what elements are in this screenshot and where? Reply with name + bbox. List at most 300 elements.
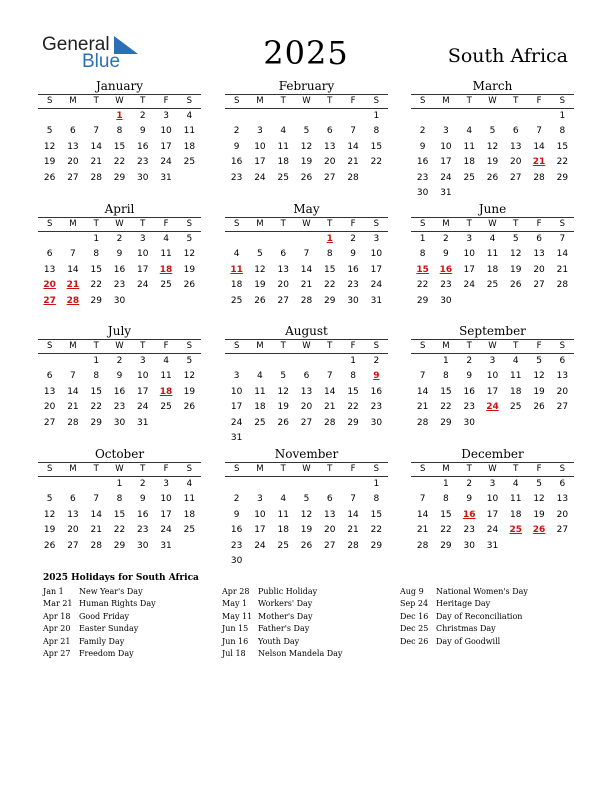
holiday-entry [400, 586, 528, 598]
weekday-label: S [559, 341, 566, 351]
day-cell: 9 [233, 141, 240, 152]
empty-day-cell [225, 354, 248, 369]
holiday-day-cell: 25 [509, 525, 523, 536]
day-cell: 1 [419, 234, 426, 244]
day-cell: 18 [254, 402, 266, 413]
holiday-day-cell: 27 [43, 295, 56, 306]
day-cell: 2 [116, 356, 123, 366]
day-cell: 5 [186, 356, 193, 366]
day-cell: 1 [443, 479, 449, 489]
day-cell: 17 [440, 157, 452, 168]
day-cell: 11 [486, 249, 499, 260]
day-cell: 27 [324, 172, 336, 183]
empty-day-cell [225, 109, 248, 124]
day-cell: 15 [556, 141, 569, 152]
day-cell: 6 [512, 126, 519, 137]
day-cell: 14 [90, 141, 102, 152]
holiday-name: Day of Goodwill [436, 636, 501, 646]
day-cell: 25 [277, 540, 289, 551]
day-cell: 12 [43, 141, 56, 152]
day-cell: 17 [254, 525, 266, 536]
day-cell: 23 [113, 402, 126, 413]
day-cell: 5 [303, 126, 310, 137]
day-cell: 19 [277, 402, 289, 413]
day-cell: 21 [347, 157, 359, 168]
day-cell: 15 [347, 386, 359, 397]
day-cell: 23 [463, 402, 475, 413]
day-cell: 15 [113, 509, 126, 520]
day-cell: 25 [230, 295, 243, 306]
day-cell: 19 [486, 157, 499, 168]
day-cell: 11 [510, 494, 522, 505]
day-cell: 8 [443, 494, 449, 505]
weekday-label: S [186, 464, 193, 474]
day-cell: 8 [116, 126, 123, 137]
day-cell: 4 [257, 371, 263, 382]
day-cell: 13 [67, 141, 79, 152]
day-cell: 14 [533, 141, 545, 152]
empty-day-cell [411, 477, 434, 492]
day-cell: 11 [254, 386, 266, 397]
day-cell: 1 [93, 234, 100, 244]
weekday-label: T [466, 219, 472, 229]
day-cell: 17 [160, 509, 172, 520]
day-cell: 2 [233, 126, 240, 137]
holiday-date: Jun 15 [222, 624, 249, 634]
day-cell: 16 [230, 157, 243, 168]
weekday-label: M [69, 341, 77, 351]
day-cell: 16 [370, 386, 383, 397]
day-cell: 6 [303, 371, 310, 382]
weekday-label: M [69, 464, 77, 474]
day-cell: 21 [90, 157, 102, 168]
empty-day-cell [318, 109, 341, 124]
weekday-label: F [163, 96, 169, 106]
empty-day-cell [248, 232, 271, 247]
empty-day-cell [61, 354, 84, 369]
day-cell: 7 [303, 249, 310, 260]
day-cell: 1 [443, 356, 449, 366]
day-cell: 19 [183, 386, 196, 397]
empty-day-cell [225, 477, 248, 492]
weekday-label: S [186, 219, 193, 229]
day-cell: 28 [300, 295, 313, 306]
day-cell: 19 [43, 525, 56, 536]
day-cell: 17 [137, 386, 149, 397]
day-cell: 22 [440, 525, 452, 536]
empty-day-cell [38, 232, 61, 247]
weekday-label: T [140, 96, 146, 106]
weekday-label: W [302, 341, 311, 351]
day-cell: 31 [160, 172, 172, 183]
day-cell: 3 [139, 356, 146, 366]
holiday-name: New Year's Day [79, 587, 143, 596]
weekday-label: T [327, 341, 333, 351]
holiday-entry [222, 623, 342, 635]
weekday-label: M [442, 219, 450, 229]
day-cell: 6 [559, 479, 566, 489]
day-cell: 3 [257, 126, 263, 137]
day-cell: 27 [510, 172, 522, 183]
day-cell: 25 [277, 172, 289, 183]
day-cell: 4 [163, 234, 169, 244]
day-cell: 2 [419, 126, 426, 137]
day-cell: 2 [233, 494, 240, 505]
day-cell: 20 [67, 157, 79, 168]
holiday-day-cell: 21 [532, 157, 546, 168]
day-cell: 19 [43, 157, 56, 168]
day-cell: 23 [370, 402, 383, 413]
holiday-name: Christmas Day [436, 624, 496, 634]
day-cell: 24 [137, 280, 149, 291]
day-cell: 12 [510, 249, 522, 260]
month-may [225, 202, 388, 309]
day-cell: 22 [556, 157, 569, 168]
day-cell: 31 [486, 540, 499, 551]
day-cell: 31 [230, 432, 243, 443]
empty-day-cell [504, 109, 527, 124]
day-cell: 28 [416, 417, 429, 428]
day-cell: 28 [416, 540, 429, 551]
day-cell: 21 [347, 525, 359, 536]
day-cell: 27 [324, 540, 336, 551]
month-april [38, 202, 201, 309]
empty-day-cell [38, 354, 61, 369]
day-cell: 24 [254, 172, 266, 183]
weekday-label: S [373, 341, 380, 351]
empty-day-cell [272, 232, 295, 247]
day-cell: 7 [350, 126, 356, 137]
weekday-label: T [327, 96, 333, 106]
day-cell: 9 [350, 249, 356, 260]
empty-day-cell [272, 477, 295, 492]
holiday-day-cell: 1 [116, 111, 123, 121]
day-cell: 26 [43, 540, 56, 551]
day-cell: 8 [350, 371, 356, 382]
day-cell: 5 [536, 356, 542, 366]
day-cell: 9 [116, 371, 123, 382]
weekday-label: M [256, 96, 264, 106]
weekday-header [225, 217, 388, 232]
weekday-label: T [140, 219, 146, 229]
day-cell: 23 [113, 280, 126, 291]
holiday-entry [400, 623, 528, 635]
day-cell: 18 [510, 386, 522, 397]
holiday-entry [222, 648, 342, 660]
month-title: April [104, 202, 135, 216]
day-cell: 18 [277, 157, 289, 168]
empty-day-cell [434, 109, 457, 124]
holiday-date: May 1 [222, 599, 248, 609]
holiday-name: Public Holiday [258, 587, 318, 596]
day-cell: 26 [43, 172, 56, 183]
day-cell: 19 [300, 525, 313, 536]
month-title: October [94, 447, 145, 461]
day-cell: 11 [183, 494, 196, 505]
day-cell: 27 [300, 417, 313, 428]
weekday-label: W [115, 219, 124, 229]
day-cell: 29 [416, 295, 429, 306]
day-cell: 15 [370, 141, 383, 152]
weekday-label: W [488, 341, 497, 351]
day-cell: 12 [486, 141, 499, 152]
day-cell: 5 [303, 494, 310, 505]
day-cell: 23 [137, 525, 149, 536]
day-cell: 15 [113, 141, 126, 152]
day-cell: 22 [324, 280, 336, 291]
holiday-day-cell: 15 [416, 264, 429, 275]
month-title: June [478, 202, 507, 216]
day-cell: 6 [46, 249, 53, 260]
day-cell: 7 [419, 371, 426, 382]
month-december [411, 447, 574, 554]
weekday-label: M [256, 219, 264, 229]
holiday-name: Easter Sunday [79, 624, 139, 634]
holiday-day-cell: 18 [159, 264, 173, 275]
day-cell: 12 [254, 264, 266, 275]
day-cell: 19 [533, 509, 545, 520]
weekday-label: S [559, 219, 566, 229]
day-cell: 12 [183, 249, 196, 260]
day-cell: 12 [300, 141, 313, 152]
holiday-day-cell: 9 [373, 371, 380, 382]
day-cell: 24 [370, 280, 383, 291]
weekday-label: T [280, 219, 286, 229]
weekday-label: S [233, 341, 240, 351]
weekday-label: M [256, 341, 264, 351]
weekday-label: S [373, 464, 380, 474]
day-cell: 10 [137, 249, 149, 260]
day-cell: 24 [230, 417, 243, 428]
day-cell: 10 [230, 386, 243, 397]
weekday-label: S [233, 464, 240, 474]
day-cell: 25 [183, 157, 196, 168]
holiday-entry [400, 636, 528, 648]
calendar-year-title: 2025 [263, 34, 349, 72]
day-cell: 12 [533, 494, 545, 505]
day-cell: 30 [463, 417, 475, 428]
day-cell: 1 [559, 111, 566, 121]
holiday-date: Dec 26 [400, 636, 429, 646]
empty-day-cell [411, 354, 434, 369]
weekday-label: S [373, 96, 380, 106]
holiday-name: Youth Day [258, 636, 300, 646]
empty-day-cell [248, 477, 271, 492]
day-cell: 13 [324, 141, 336, 152]
weekday-header [38, 339, 201, 354]
day-cell: 6 [536, 234, 542, 244]
day-cell: 20 [556, 509, 569, 520]
day-cell: 29 [347, 417, 359, 428]
weekday-label: M [256, 464, 264, 474]
month-august [225, 324, 388, 446]
day-cell: 12 [533, 371, 545, 382]
day-cell: 27 [43, 417, 56, 428]
day-cell: 29 [113, 540, 126, 551]
day-cell: 10 [463, 249, 475, 260]
day-cell: 31 [370, 295, 383, 306]
day-cell: 21 [556, 264, 569, 275]
holiday-entry [400, 598, 528, 610]
holiday-date: Apr 27 [43, 648, 71, 658]
day-cell: 16 [463, 386, 475, 397]
day-cell: 6 [559, 356, 566, 366]
month-days [411, 232, 574, 309]
day-cell: 3 [489, 479, 496, 489]
day-cell: 22 [113, 525, 126, 536]
holiday-date: Apr 21 [43, 636, 71, 646]
weekday-header [411, 339, 574, 354]
holiday-entry [43, 648, 156, 660]
day-cell: 5 [46, 126, 53, 137]
empty-day-cell [38, 477, 61, 492]
holiday-day-cell: 16 [439, 264, 453, 275]
weekday-label: S [186, 341, 193, 351]
month-days [38, 354, 201, 431]
day-cell: 12 [300, 509, 313, 520]
month-days [38, 109, 201, 186]
day-cell: 22 [347, 402, 359, 413]
weekday-header [225, 339, 388, 354]
day-cell: 10 [486, 371, 499, 382]
day-cell: 30 [416, 187, 429, 198]
day-cell: 27 [67, 540, 79, 551]
day-cell: 11 [183, 126, 196, 137]
day-cell: 10 [370, 249, 383, 260]
empty-day-cell [85, 477, 108, 492]
empty-day-cell [61, 232, 84, 247]
day-cell: 13 [67, 509, 79, 520]
day-cell: 19 [510, 264, 522, 275]
day-cell: 31 [440, 187, 452, 198]
day-cell: 4 [186, 111, 193, 121]
day-cell: 9 [139, 494, 146, 505]
weekday-label: S [419, 341, 426, 351]
holiday-name: Nelson Mandela Day [258, 648, 343, 658]
holiday-entry [43, 598, 156, 610]
day-cell: 28 [556, 280, 569, 291]
day-cell: 22 [440, 402, 452, 413]
day-cell: 30 [137, 172, 149, 183]
day-cell: 24 [160, 525, 172, 536]
day-cell: 17 [486, 509, 499, 520]
day-cell: 24 [254, 540, 266, 551]
holiday-name: National Women's Day [436, 587, 528, 596]
month-days [225, 232, 388, 309]
day-cell: 10 [160, 494, 172, 505]
weekday-label: F [350, 96, 356, 106]
day-cell: 29 [90, 417, 102, 428]
empty-day-cell [248, 354, 271, 369]
day-cell: 4 [466, 126, 473, 137]
day-cell: 13 [324, 509, 336, 520]
day-cell: 22 [90, 280, 102, 291]
weekday-label: F [536, 464, 542, 474]
day-cell: 27 [277, 295, 289, 306]
day-cell: 30 [370, 417, 383, 428]
weekday-label: T [93, 219, 99, 229]
month-title: May [293, 202, 320, 216]
month-days [38, 232, 201, 309]
day-cell: 3 [489, 356, 496, 366]
holiday-entry [222, 598, 342, 610]
weekday-header [411, 462, 574, 477]
weekday-label: F [536, 96, 542, 106]
day-cell: 21 [90, 525, 102, 536]
holiday-day-cell: 21 [66, 280, 80, 291]
day-cell: 1 [350, 356, 356, 366]
day-cell: 29 [113, 172, 126, 183]
day-cell: 14 [416, 386, 429, 397]
day-cell: 17 [160, 141, 172, 152]
day-cell: 31 [160, 540, 172, 551]
weekday-label: F [350, 464, 356, 474]
day-cell: 13 [533, 249, 545, 260]
weekday-label: M [69, 96, 77, 106]
day-cell: 2 [466, 479, 473, 489]
day-cell: 15 [90, 386, 102, 397]
day-cell: 6 [326, 494, 333, 505]
day-cell: 28 [347, 172, 359, 183]
day-cell: 25 [254, 417, 266, 428]
day-cell: 1 [373, 111, 380, 121]
day-cell: 26 [183, 280, 196, 291]
day-cell: 8 [419, 249, 426, 260]
day-cell: 13 [510, 141, 522, 152]
day-cell: 4 [186, 479, 193, 489]
day-cell: 12 [183, 371, 196, 382]
month-title: September [459, 324, 526, 338]
day-cell: 23 [347, 280, 359, 291]
holiday-day-cell: 1 [326, 234, 333, 244]
day-cell: 29 [556, 172, 569, 183]
day-cell: 16 [113, 264, 126, 275]
holiday-day-cell: 11 [230, 264, 243, 275]
holiday-entry [43, 636, 156, 648]
day-cell: 7 [419, 494, 426, 505]
day-cell: 6 [326, 126, 333, 137]
day-cell: 9 [233, 509, 240, 520]
day-cell: 20 [533, 264, 545, 275]
holiday-name: Good Friday [79, 611, 130, 621]
day-cell: 29 [90, 295, 102, 306]
day-cell: 2 [466, 356, 473, 366]
holiday-name: Father's Day [258, 624, 310, 634]
weekday-header [225, 462, 388, 477]
day-cell: 26 [510, 280, 522, 291]
weekday-label: S [233, 96, 240, 106]
day-cell: 21 [67, 402, 79, 413]
day-cell: 5 [280, 371, 287, 382]
month-title: February [278, 79, 335, 93]
empty-day-cell [295, 109, 318, 124]
day-cell: 17 [230, 402, 243, 413]
day-cell: 14 [324, 386, 336, 397]
day-cell: 19 [254, 280, 266, 291]
day-cell: 13 [556, 494, 569, 505]
day-cell: 28 [90, 172, 102, 183]
day-cell: 16 [230, 525, 243, 536]
day-cell: 21 [324, 402, 336, 413]
day-cell: 13 [300, 386, 313, 397]
day-cell: 8 [326, 249, 333, 260]
holiday-day-cell: 24 [486, 402, 499, 413]
day-cell: 16 [113, 386, 126, 397]
day-cell: 24 [160, 157, 172, 168]
month-days [38, 477, 201, 554]
holiday-date: Apr 18 [43, 611, 71, 621]
month-january [38, 79, 201, 186]
